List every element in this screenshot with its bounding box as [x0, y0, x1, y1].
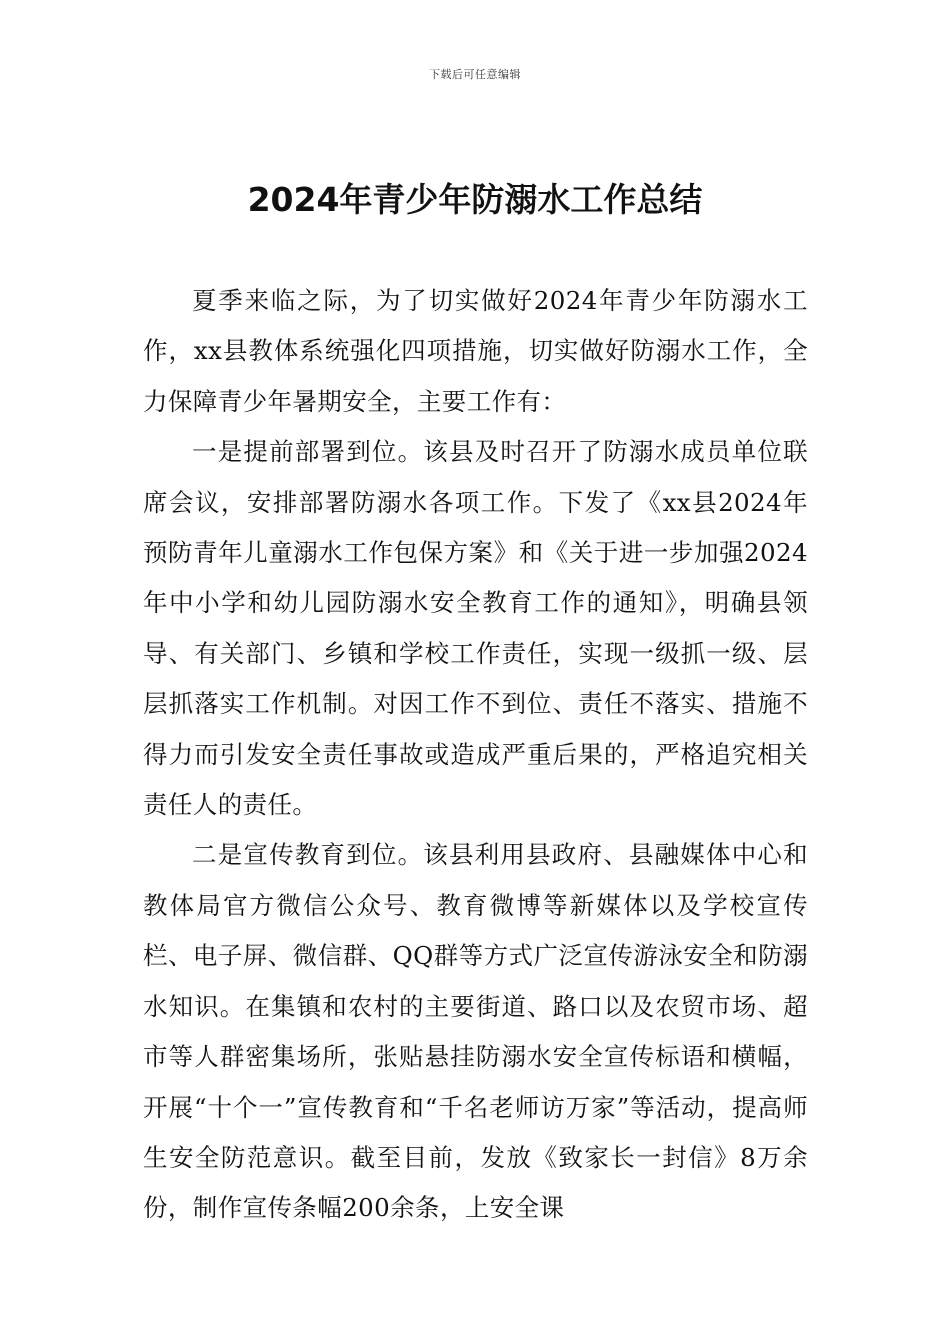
document-title: 2024年青少年防溺水工作总结 — [247, 180, 703, 219]
paragraph-publicity: 二是宣传教育到位。该县利用县政府、县融媒体中心和教体局官方微信公众号、教育微博等新媒体以及学校宣传栏、电子屏、微信群、QQ群等方式广泛宣传游泳安全和防溺水知识。在集镇和农村的主要街道、路口以及农贸市场、超市等人群密集场所，张贴悬挂防溺水安全宣传标语和横幅，开展“十个一”宣传教育和“千名老师访万家”等活动，提高师生安全防范意识。截至目前，发放《致家长一封信》8万余份，制作宣传条幅200余条，上安全课 — [143, 840, 808, 1223]
paragraph-intro: 夏季来临之际，为了切实做好2024年青少年防溺水工作，xx县教体系统强化四项措施，切实做好防溺水工作，全力保障青少年暑期安全，主要工作有： — [143, 286, 808, 416]
paragraph-deployment: 一是提前部署到位。该县及时召开了防溺水成员单位联席会议，安排部署防溺水各项工作。下发了《xx县2024年预防青年儿童溺水工作包保方案》和《关于进一步加强2024年中小学和幼儿园防溺水安全教育工作的通知》，明确县领导、有关部门、乡镇和学校工作责任，实现一级抓一级、层层抓落实工作机制。对因工作不到位、责任不落实、措施不得力而引发安全责任事故或造成严重后果的，严格追究相关责任人的责任。 — [143, 437, 808, 820]
document-body — [143, 276, 808, 1234]
header-note: 下载后可任意编辑 — [429, 68, 521, 81]
